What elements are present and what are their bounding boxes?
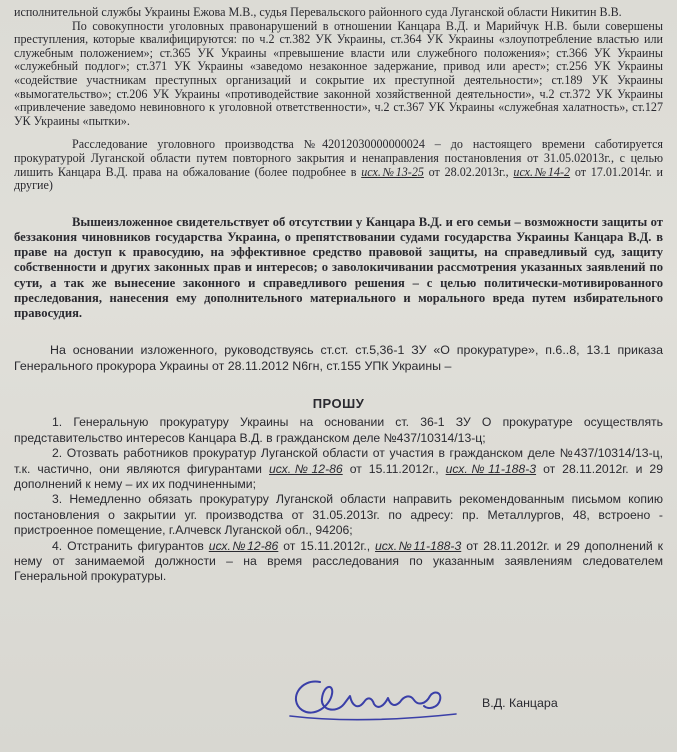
request-item-2: 2. Отозвать работников прокуратур Луганской области от участия в гражданском деле №437/10314/13-ц, т.к. частично, они являются фигурантами исх.№12-86 от 15.11.2012г., исх.№11-188-3 от 28.11.2012г. и 29 дополнений к нему – их их подчиненными; xyxy=(14,446,663,491)
paragraph-intro: исполнительной службы Украины Ежова М.В., судья Перевальского районного суда Луганской области Никитин В.В. xyxy=(14,5,622,19)
handwritten-signature-icon xyxy=(280,670,470,730)
reference-link: исх.№14-2 xyxy=(513,164,571,179)
signatory-name: В.Д. Канцара xyxy=(482,696,558,710)
paragraph-legal-basis: На основании изложенного, руководствуясь ст.ст. ст.5,36-1 ЗУ «О прокуратуре», п.6..8, 13.1 приказа Генерального прокурора Украины от 28.11.2012 N6гн, ст.155 УПК Украины – xyxy=(14,343,663,373)
reference-link: исх.№13-25 xyxy=(361,164,424,179)
request-heading: ПРОШУ xyxy=(312,396,365,412)
paragraph-conclusion: Вышеизложенное свидетельствует об отсутствии у Канцара В.Д. и его семьи – возможности защиты от беззакония чиновников государства Украина, о препятствовании судами государства Украины Канцара В.Д. в праве на доступ к правосудию, на эффективное средство правовой защиты, на справедливый суд, защиту собственности и других законных прав и интересов; о заволокичивании рассмотрения указанных заявлений по сути, а так же вынесение законного и справедливого решения – с целью политически-мотивированного преследования, нанесения ему дополнительного материального и морального вреда путем избирательного правосудия. xyxy=(14,214,663,320)
reference-link: исх.№12-86 xyxy=(269,461,343,476)
reference-link: исх.№12-86 xyxy=(208,538,279,553)
reference-link: исх.№11-188-3 xyxy=(375,538,462,553)
request-item-3: 3. Немедленно обязать прокуратуру Луганской области направить рекомендованным письмом копию постановления о закрытии уг. производства от 31.05.2013г. по адресу: пр. Металлургов, 48, встроено - пристроенное помещение, г.Алчевск Луганской обл., 94206; xyxy=(14,492,663,538)
paragraph-investigation: Расследование уголовного производства №42012030000000024 – до настоящего времени саботируется прокуратурой Луганской области путем повторного закрытия и ненаправления постановления от 31.05.02013г., с целью лишить Канцара В.Д. права на обжалование (более подробнее в исх.№13-25 от 28.02.2013г., исх.№14-2 от 17.01.2014г. и другие) xyxy=(14,137,664,193)
signature-block xyxy=(0,670,677,740)
reference-link: исх.№11-188-3 xyxy=(445,461,537,476)
paragraph-crimes: По совокупности уголовных правонарушений в отношении Канцара В.Д. и Марийчук Н.В. были совершены преступления, которые квалифицируются: по ч.2 ст.382 УК Украины, ст.364 УК Украины «злоупотребление властью или служебным положением»; ст.365 УК Украины «превышение власти или служебного положения»; ст.366 УК Украины «служебный подлог»; ст.371 УК Украины «заведомо незаконное задержание, привод или арест»; ст.256 УК Украины «содействие участникам преступных организаций и сокрытие их преступной деятельности»; ст.189 УК Украины «вымогательство»; ст.206 УК Украины «противодействие законной хозяйственной деятельности», ч.2 ст.372 УК Украины «привлечение заведомо невиновного к уголовной ответственности», ч.2 ст.367 УК Украины «служебная халатность», ст.127 УК Украины «пытки». xyxy=(14,18,663,128)
request-item-1: 1. Генеральную прокуратуру Украины на основании ст. 36-1 ЗУ О прокуратуре осуществлять представительство интересов Канцара В.Д. в гражданском деле №437/10314/13-ц; xyxy=(14,415,663,445)
request-item-4: 4. Отстранить фигурантов исх.№12-86 от 15.11.2012г., исх.№11-188-3 от 28.11.2012г. и 29 дополнений к нему от занимаемой должности – на время расследования по указанным заявлениям следователем Генеральной прокуратуры. xyxy=(14,538,663,584)
